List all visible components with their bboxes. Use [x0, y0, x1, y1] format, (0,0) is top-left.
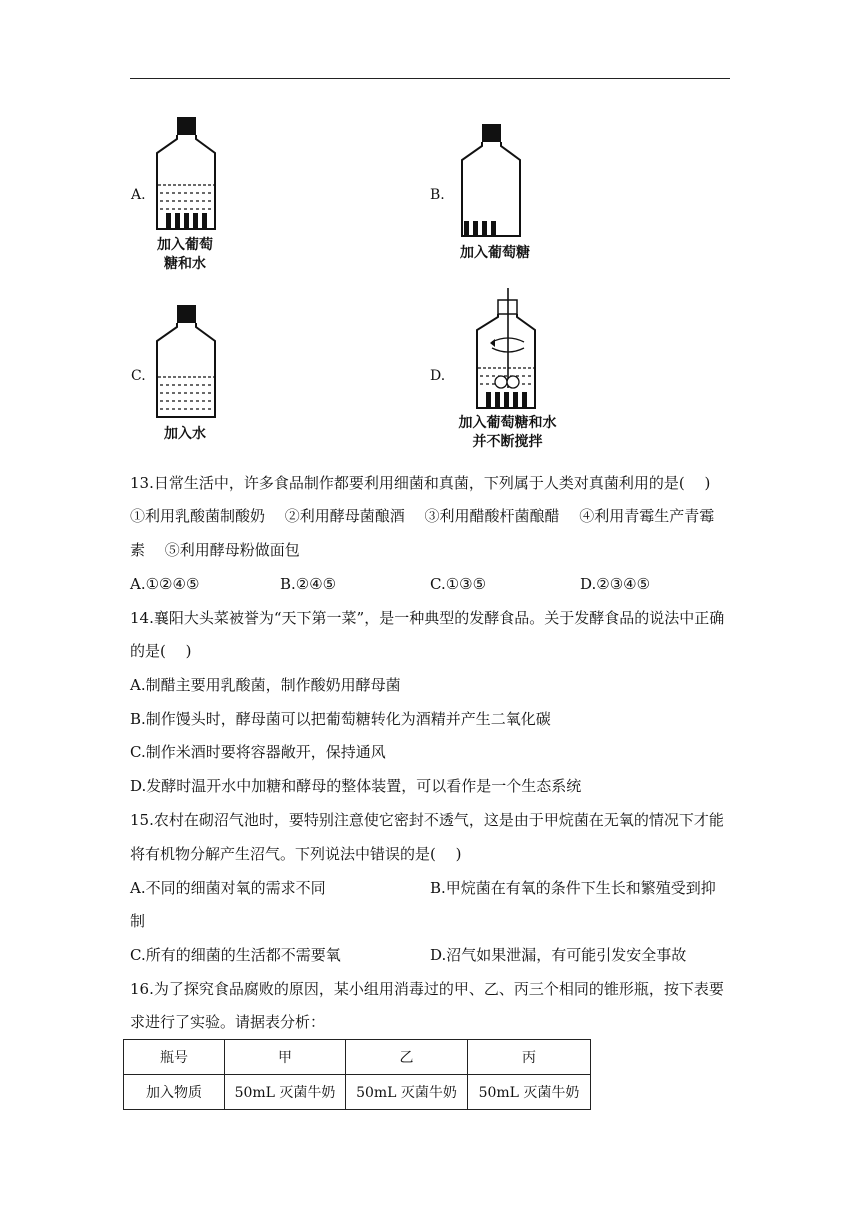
q14-option-a: A.制醋主要用乳酸菌，制作酸奶用酵母菌	[130, 676, 401, 694]
header-rule	[130, 78, 730, 79]
figure-a-caption-line1: 加入葡萄	[157, 237, 213, 253]
q15-option-d: D.沼气如果泄漏，有可能引发安全事故	[430, 946, 687, 964]
figure-b-letter: B.	[430, 187, 445, 203]
table-row	[124, 1075, 591, 1110]
table-cell: 50mL 灭菌牛奶	[225, 1075, 346, 1110]
table-cell: 丙	[468, 1040, 591, 1075]
table-cell: 乙	[346, 1040, 468, 1075]
q15-option-a: A.不同的细菌对氧的需求不同	[130, 879, 326, 897]
q13-option-c: C.①③⑤	[430, 575, 487, 593]
q15-stem-line1: 15.农村在砌沼气池时，要特别注意使它密封不透气，这是由于甲烷菌在无氧的情况下才能	[130, 811, 724, 829]
bottle-d-stirring-figure	[470, 288, 542, 413]
figure-d-letter: D.	[430, 368, 446, 384]
table-cell: 50mL 灭菌牛奶	[346, 1075, 468, 1110]
q13-option-b: B.②④⑤	[280, 575, 337, 593]
bottle-a-figure	[150, 115, 222, 235]
figure-c-caption	[145, 425, 225, 444]
bottle-c-figure	[150, 303, 222, 423]
figure-b-caption	[445, 244, 545, 263]
table-cell: 甲	[225, 1040, 346, 1075]
q14-stem-line1: 14.襄阳大头菜被誉为“天下第一菜”，是一种典型的发酵食品。关于发酵食品的说法中正确	[130, 609, 725, 627]
table-cell: 50mL 灭菌牛奶	[468, 1075, 591, 1110]
q15-stem-line2: 将有机物分解产生沼气。下列说法中错误的是( )	[130, 845, 462, 863]
figure-d-caption-line1: 加入葡萄糖和水	[458, 415, 557, 431]
q13-option-a: A.①②④⑤	[130, 575, 200, 593]
q16-stem-line1: 16.为了探究食品腐败的原因，某小组用消毒过的甲、乙、丙三个相同的锥形瓶，按下表要	[130, 980, 724, 998]
figure-c-letter: C.	[131, 368, 146, 384]
table-cell: 加入物质	[124, 1075, 225, 1110]
figure-a-caption	[140, 236, 230, 274]
figure-a-caption-line2: 糖和水	[164, 256, 206, 272]
q14-stem-line2: 的是( )	[130, 642, 192, 660]
q14-option-c: C.制作米酒时要将容器敞开，保持通风	[130, 743, 386, 761]
q13-items-line2: 素 ⑤利用酵母粉做面包	[130, 541, 300, 559]
bottle-b-figure	[455, 122, 527, 242]
figure-c-caption-line1: 加入水	[164, 426, 206, 442]
q13-stem: 13.日常生活中，许多食品制作都要利用细菌和真菌，下列属于人类对真菌利用的是( )	[130, 474, 711, 492]
figure-b-caption-line1: 加入葡萄糖	[460, 245, 530, 261]
q13-items-line1: ①利用乳酸菌制酸奶 ②利用酵母菌酿酒 ③利用醋酸杆菌酿醋 ④利用青霉生产青霉	[130, 507, 715, 525]
q14-option-d: D.发酵时温开水中加糖和酵母的整体装置，可以看作是一个生态系统	[130, 777, 582, 795]
q13-option-d: D.②③④⑤	[580, 575, 651, 593]
figure-d-caption-line2: 并不断搅拌	[472, 434, 543, 450]
experiment-table	[123, 1039, 591, 1110]
q15-option-c: C.所有的细菌的生活都不需要氧	[130, 946, 341, 964]
table-cell: 瓶号	[124, 1040, 225, 1075]
table-header-row	[124, 1040, 591, 1075]
figure-d-caption	[440, 414, 575, 452]
q15-option-b-line1: B.甲烷菌在有氧的条件下生长和繁殖受到抑	[430, 879, 716, 897]
q14-option-b: B.制作馒头时，酵母菌可以把葡萄糖转化为酒精并产生二氧化碳	[130, 710, 551, 728]
q16-stem-line2: 求进行了实验。请据表分析：	[130, 1013, 326, 1031]
q15-option-b-line2: 制	[130, 912, 146, 930]
figure-a-letter: A.	[131, 187, 146, 203]
